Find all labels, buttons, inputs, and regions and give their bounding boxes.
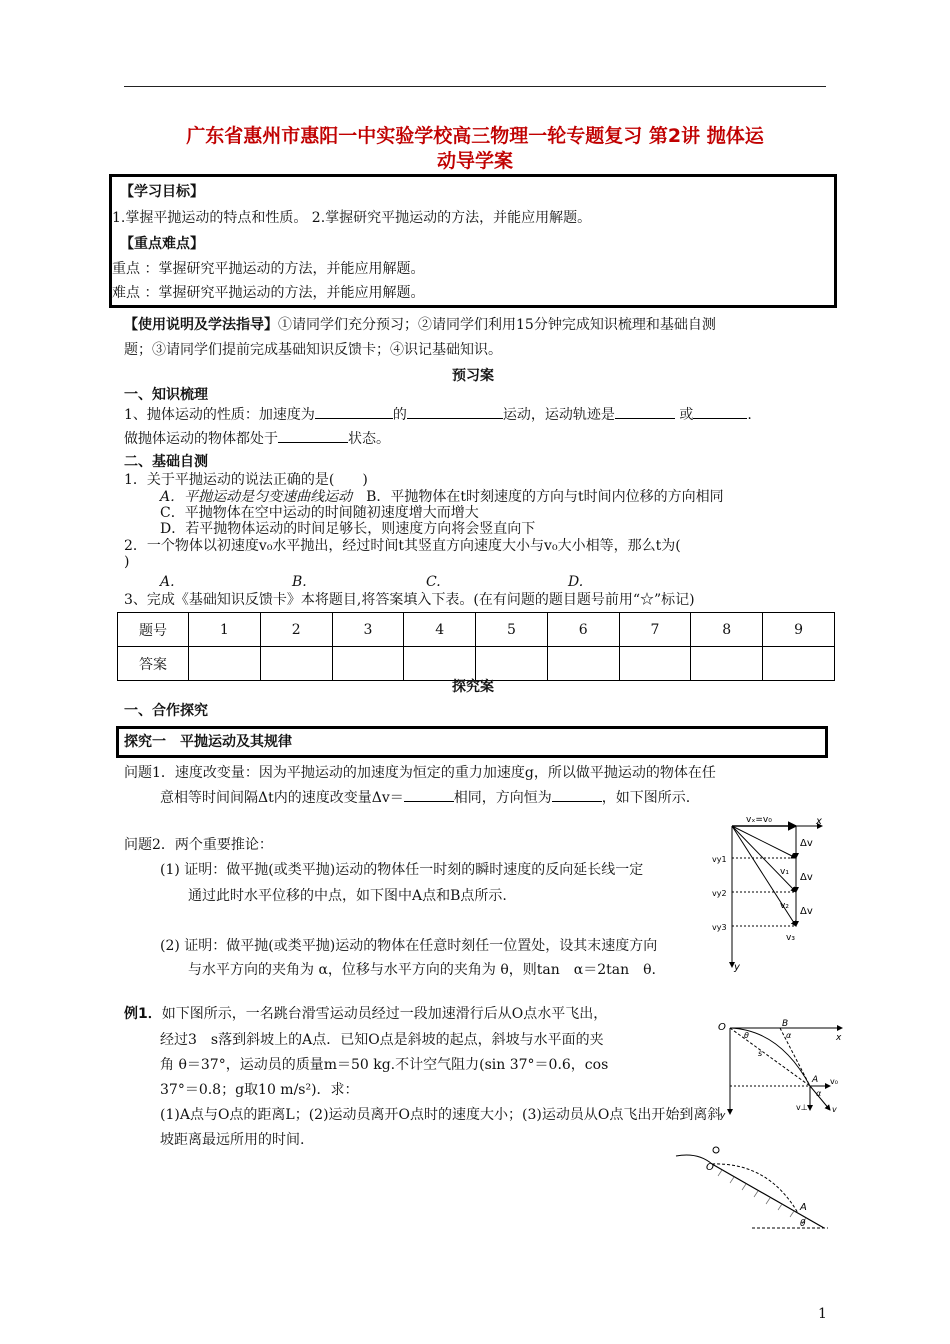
example-1-line-4: 37°＝0.8；g取10 m/s²)．求： <box>160 1082 359 1098</box>
q1-option-a: A．平抛运动是匀变速曲线运动 <box>160 489 353 505</box>
problem-2-line-2: 通过此时水平位移的中点，如下图中A点和B点所示. <box>188 888 507 904</box>
k2b: 状态。 <box>348 431 390 447</box>
label-vy1: vy1 <box>712 855 727 864</box>
blank[interactable] <box>407 404 503 419</box>
label-alpha: α <box>786 1031 792 1040</box>
k1d: 或 <box>674 407 694 423</box>
label-theta: θ <box>800 1219 806 1229</box>
label-v3: v₃ <box>786 933 795 943</box>
answer-cell[interactable] <box>476 647 548 681</box>
usage-label: 【使用说明及学法指导】 <box>124 317 278 333</box>
p1d: ，如下图所示. <box>601 790 691 806</box>
q2-option-d: D. <box>568 574 584 590</box>
example-1-line-2: 经过3 s落到斜坡上的A点．已知O点是斜坡的起点，斜坡与水平面的夹 <box>160 1032 604 1048</box>
explore-heading: 探究案 <box>452 679 494 695</box>
goals-text: 1.掌握平抛运动的特点和性质。 2.掌握研究平抛运动的方法，并能应用解题。 <box>112 210 592 226</box>
blank[interactable] <box>552 787 602 802</box>
problem-2-line-1: (1) 证明：做平抛(或类平抛)运动的物体任一时刻的瞬时速度的反向延长线一定 <box>160 862 644 878</box>
velocity-change-figure <box>712 812 830 974</box>
table-row <box>118 613 835 647</box>
p1b: 意相等时间间隔Δt内的速度改变量Δv＝ <box>160 790 404 806</box>
k1a: 1、抛体运动的性质：加速度为 <box>124 407 315 423</box>
difficulty-text: 难点 ：掌握研究平抛运动的方法，并能应用解题。 <box>112 285 425 301</box>
k1e: . <box>747 407 752 423</box>
k1b: 的 <box>392 407 407 423</box>
label-O: O <box>718 1022 726 1033</box>
answer-cell[interactable] <box>189 647 261 681</box>
blank[interactable] <box>278 428 348 443</box>
example-1-line-6: 坡距离最远所用的时间. <box>160 1132 305 1148</box>
answer-cell[interactable] <box>691 647 763 681</box>
label-vperp: v⊥ <box>796 1103 808 1112</box>
row-label: 答案 <box>118 647 189 681</box>
label-theta: θ <box>744 1031 749 1040</box>
label-x: x <box>816 816 822 827</box>
table-row <box>118 647 835 681</box>
label-vy2: vy2 <box>712 889 727 898</box>
answer-table <box>117 612 835 681</box>
k1c: 运动，运动轨迹是 <box>502 407 615 423</box>
section-knowledge: 一、知识梳理 <box>124 387 208 403</box>
problem-2-title: 问题2．两个重要推论： <box>124 837 273 853</box>
blank[interactable] <box>315 404 393 419</box>
slope-projectile-figure <box>718 1016 848 1120</box>
title-line-1: 广东省惠州市惠阳一中实验学校高三物理一轮专题复习 第2讲 抛体运 <box>186 125 764 147</box>
document-title <box>120 124 830 174</box>
example-1-line-5: (1)A点与O点的距离L；(2)运动员离开O点时的速度大小；(3)运动员从O点飞出开始到离斜 <box>160 1107 722 1123</box>
answer-cell[interactable] <box>332 647 404 681</box>
label-x: x <box>836 1033 842 1043</box>
label-vy3: vy3 <box>712 923 727 932</box>
blank[interactable] <box>693 404 747 419</box>
label-dv: Δv <box>800 906 813 917</box>
usage-text-1: ①请同学们充分预习；②请同学们利用15分钟完成知识梳理和基础自测 <box>278 317 716 333</box>
answer-cell[interactable] <box>763 647 835 681</box>
label-v1: v₁ <box>780 867 789 877</box>
q2-option-c: C. <box>426 574 441 590</box>
label-v: v <box>832 1105 837 1114</box>
answer-cell[interactable] <box>547 647 619 681</box>
label-v2: v₂ <box>780 901 789 911</box>
goals-heading: 【学习目标】 <box>120 184 204 200</box>
table-cell: 1 <box>189 613 261 647</box>
answer-cell[interactable] <box>260 647 332 681</box>
section-cooperative: 一、合作探究 <box>124 703 208 719</box>
k2a: 做抛体运动的物体都处于 <box>124 431 278 447</box>
usage-line-2: 题；③请同学们提前完成基础知识反馈卡；④识记基础知识。 <box>124 342 502 358</box>
question-3: 3、完成《基础知识反馈卡》本将题目,将答案填入下表。(在有问题的题目题号前用“☆”标记) <box>124 592 695 608</box>
usage-line-1 <box>124 315 716 335</box>
problem-3-line-1: (2) 证明：做平抛(或类平抛)运动的物体在任意时刻任一位置处，设其末速度方向 <box>160 938 658 954</box>
problem-1-line-1: 问题1．速度改变量：因为平抛运动的加速度为恒定的重力加速度g，所以做平抛运动的物体在任 <box>124 765 716 781</box>
table-cell: 7 <box>619 613 691 647</box>
knowledge-line-2 <box>124 428 390 449</box>
key-points-heading: 【重点难点】 <box>120 236 204 252</box>
label-y: y <box>734 962 740 973</box>
table-cell: 4 <box>404 613 476 647</box>
label-dv: Δv <box>800 838 813 849</box>
label-s: s <box>758 1049 763 1058</box>
blank[interactable] <box>615 404 675 419</box>
label-B: B <box>782 1019 789 1029</box>
q1-option-c: C．平抛物体在空中运动的时间随初速度增大而增大 <box>160 505 479 521</box>
example-label: 例1． <box>124 1006 162 1022</box>
section-self-test: 二、基础自测 <box>124 454 208 470</box>
ski-jump-figure <box>672 1136 832 1236</box>
label-A: A <box>812 1075 819 1085</box>
label-alpha-2: α <box>816 1089 822 1098</box>
question-2: 2．一个物体以初速度v₀水平抛出，经过时间t其竖直方向速度大小与v₀大小相等，那么t为( <box>124 538 681 554</box>
problem-1-line-2 <box>160 787 690 808</box>
label-dv: Δv <box>800 872 813 883</box>
explore-box-title: 探究一 平抛运动及其规律 <box>124 734 292 750</box>
table-cell: 5 <box>476 613 548 647</box>
table-cell: 3 <box>332 613 404 647</box>
example-1-line-3: 角 θ＝37°，运动员的质量m＝50 kg.不计空气阻力(sin 37°＝0.6，cos <box>160 1057 609 1073</box>
table-cell: 9 <box>763 613 835 647</box>
knowledge-line-1 <box>124 404 752 425</box>
table-cell: 6 <box>547 613 619 647</box>
label-O: O <box>706 1162 714 1173</box>
question-2-paren: ) <box>124 554 130 570</box>
row-label: 题号 <box>118 613 189 647</box>
label-A: A <box>800 1202 807 1213</box>
title-line-2: 动导学案 <box>436 150 513 172</box>
header-rule <box>124 86 826 87</box>
blank[interactable] <box>404 787 454 802</box>
q2-option-b: B. <box>292 574 307 590</box>
answer-cell[interactable] <box>404 647 476 681</box>
label-y: y <box>720 1111 726 1120</box>
label-v0: v₀ <box>830 1077 838 1086</box>
question-1: 1．关于平抛运动的说法正确的是( ) <box>124 472 368 488</box>
table-cell: 8 <box>691 613 763 647</box>
table-cell: 2 <box>260 613 332 647</box>
problem-3-line-2: 与水平方向的夹角为 α，位移与水平方向的夹角为 θ，则tan α＝2tan θ. <box>188 962 657 978</box>
preview-heading: 预习案 <box>452 368 494 384</box>
page-number: 1 <box>818 1306 827 1322</box>
example-1-line-1 <box>124 1004 716 1024</box>
example-text: 如下图所示，一名跳台滑雪运动员经过一段加速滑行后从O点水平飞出， <box>161 1006 608 1022</box>
q1-option-d: D．若平抛物体运动的时间足够长，则速度方向将会竖直向下 <box>160 521 536 537</box>
p1c: 相同，方向恒为 <box>453 790 552 806</box>
answer-cell[interactable] <box>619 647 691 681</box>
q2-option-a: A. <box>160 574 175 590</box>
q1-option-b: B．平抛物体在t时刻速度的方向与t时间内位移的方向相同 <box>366 489 724 505</box>
label-vx: vₓ=v₀ <box>746 815 772 825</box>
key-point-text: 重点 ：掌握研究平抛运动的方法，并能应用解题。 <box>112 261 425 277</box>
